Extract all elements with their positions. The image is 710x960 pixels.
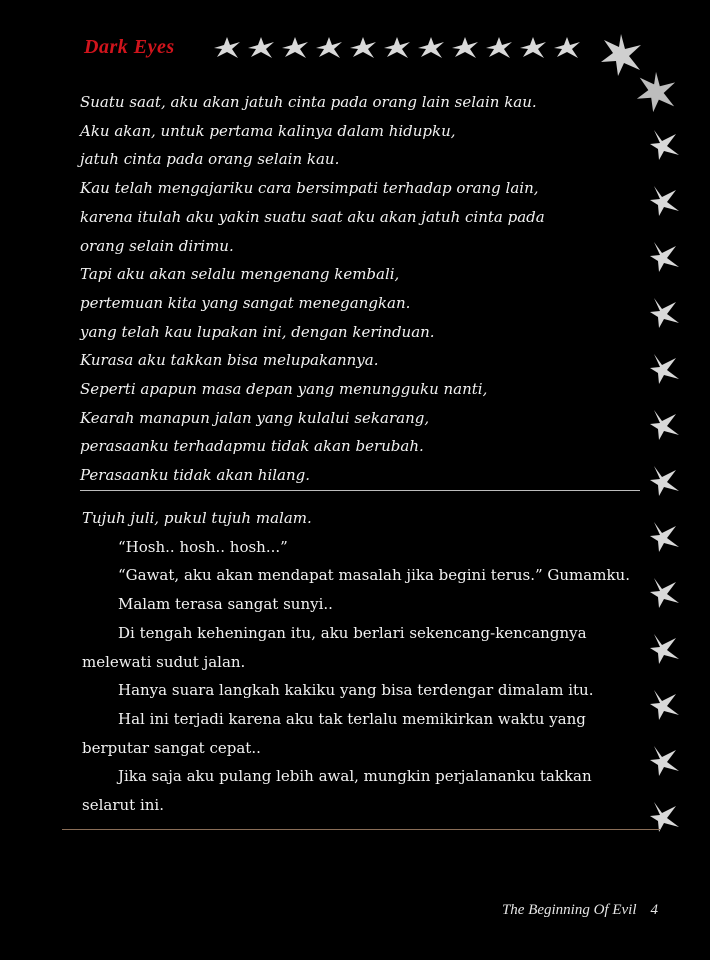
poem-block (80, 88, 640, 490)
page-number: 4 (650, 902, 658, 918)
story-paragraph: Di tengah keheningan itu, aku berlari sekencang-kencangnya melewati sudut jalan. (82, 623, 587, 671)
star-icon (648, 464, 682, 498)
star-icon (382, 36, 412, 60)
story-paragraph: “Gawat, aku akan mendapat masalah jika begini terus.” Gumamku. (118, 566, 630, 585)
star-icon (552, 36, 582, 60)
poem-line: Suatu saat, aku akan jatuh cinta pada orang lain selain kau. (80, 93, 537, 111)
poem-line: Aku akan, untuk pertama kalinya dalam hidupku, (80, 121, 456, 140)
star-icon (348, 36, 378, 60)
page-footer (502, 902, 658, 919)
star-icon (648, 184, 682, 218)
star-icon (648, 296, 682, 330)
star-icon (648, 128, 682, 162)
top-star-border (212, 36, 582, 60)
poem-line: Kearah manapun jalan yang kulalui sekarang, (80, 408, 430, 427)
poem-line: orang selain dirimu. (80, 236, 234, 255)
star-icon (648, 408, 682, 442)
story-paragraph: Jika saja aku pulang lebih awal, mungkin perjalananku takkan selarut ini. (82, 767, 592, 815)
story-paragraph: Hanya suara langkah kakiku yang bisa terdengar dimalam itu. (118, 681, 594, 700)
corner-star-icon (634, 70, 678, 114)
story-block (82, 504, 646, 820)
star-icon (648, 240, 682, 274)
poem-line: Seperti apapun masa depan yang menungguku nanti, (80, 380, 488, 399)
story-paragraph: “Hosh.. hosh.. hosh...” (118, 537, 288, 556)
star-icon (280, 36, 310, 60)
poem-line: Kau telah mengajariku cara bersimpati terhadap orang lain, (80, 179, 539, 198)
poem-line: Kurasa aku takkan bisa melupakannya. (80, 351, 379, 370)
poem-line: karena itulah aku yakin suatu saat aku akan jatuh cinta pada (80, 207, 545, 226)
right-star-border (648, 128, 682, 834)
story-date: Tujuh juli, pukul tujuh malam. (82, 509, 312, 527)
poem-line: Tapi aku akan selalu mengenang kembali, (80, 265, 400, 284)
poem-line: perasaanku terhadapmu tidak akan berubah. (80, 437, 424, 456)
bottom-divider (62, 829, 660, 830)
section-divider (80, 490, 640, 491)
poem-line: Perasaanku tidak akan hilang. (80, 466, 311, 485)
star-icon (648, 632, 682, 666)
star-icon (648, 520, 682, 554)
star-icon (212, 36, 242, 60)
star-icon (648, 576, 682, 610)
story-paragraph: Hal ini terjadi karena aku tak terlalu memikirkan waktu yang berputar sangat cepat.. (82, 709, 586, 757)
story-paragraph: Malam terasa sangat sunyi.. (118, 595, 333, 614)
star-icon (648, 744, 682, 778)
star-icon (246, 36, 276, 60)
star-icon (648, 352, 682, 386)
star-icon (518, 36, 548, 60)
star-icon (416, 36, 446, 60)
book-title: The Beginning Of Evil (501, 902, 637, 918)
poem-line: pertemuan kita yang sangat menegangkan. (80, 293, 411, 312)
star-icon (450, 36, 480, 60)
page-title: Dark Eyes (84, 36, 175, 58)
poem-line: jatuh cinta pada orang selain kau. (80, 150, 340, 169)
star-icon (314, 36, 344, 60)
star-icon (648, 688, 682, 722)
poem-line: yang telah kau lupakan ini, dengan kerinduan. (80, 322, 435, 341)
star-icon (484, 36, 514, 60)
